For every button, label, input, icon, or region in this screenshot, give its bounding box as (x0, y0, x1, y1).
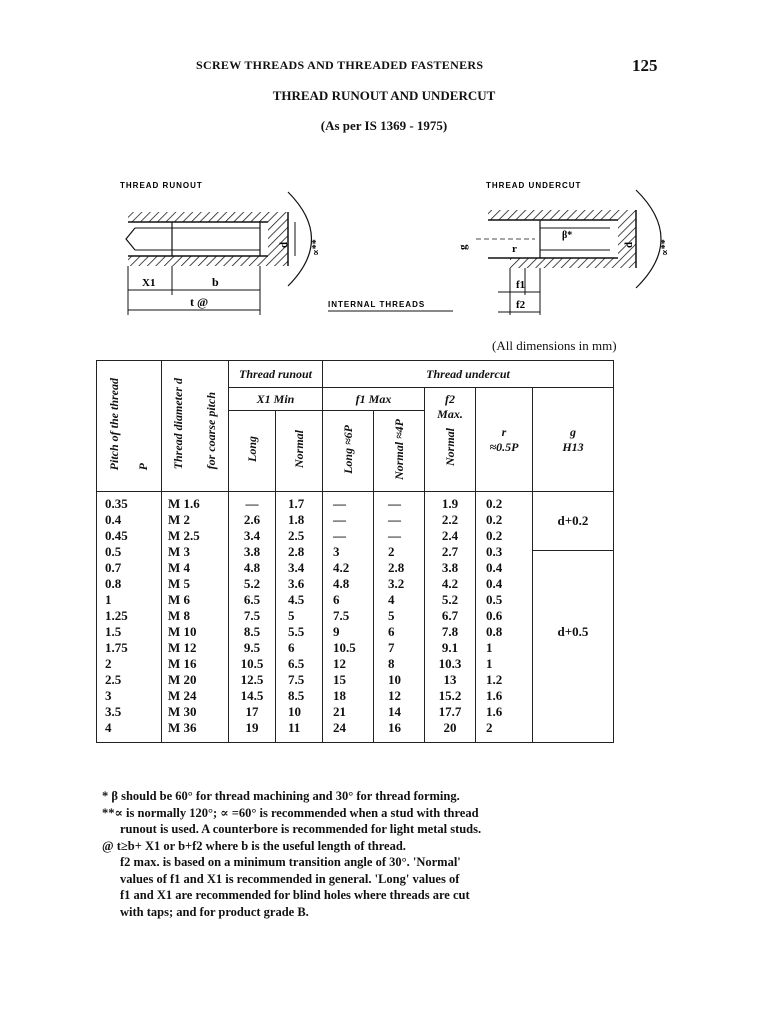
units-note: (All dimensions in mm) (492, 338, 617, 353)
table-cell: M 20 (168, 672, 197, 687)
table-cell: 3.5 (105, 704, 122, 719)
table-cell: 16 (388, 720, 401, 735)
table-cell: 3.8 (441, 560, 459, 575)
header-f2-sym: f2 (445, 392, 455, 406)
table-cell: 0.4 (486, 576, 503, 591)
table-cell: 10.5 (240, 656, 264, 671)
table-cell: 0.5 (105, 544, 122, 559)
table-cell: 0.6 (486, 608, 503, 623)
table-cell: 3.8 (243, 544, 261, 559)
table-cell: 4.5 (288, 592, 305, 607)
page-number: 125 (632, 56, 658, 75)
dim-g: g (457, 244, 469, 250)
header-g-sym: g (570, 424, 576, 439)
table-cell: 1 (486, 656, 493, 671)
g-value-large: d+0.5 (557, 624, 589, 639)
table-cell: 2.7 (441, 544, 459, 559)
table-cell: 1.25 (105, 608, 128, 623)
note-f2-4: with taps; and for product grade B. (120, 904, 309, 919)
header-x1: X1 Min (229, 388, 323, 411)
table-cell: 0.2 (486, 496, 503, 511)
note-t: @ t≥b+ X1 or b+f2 where b is the useful length of thread. (102, 838, 406, 853)
table-cell: 5.2 (243, 576, 261, 591)
dim-r: r (512, 243, 517, 255)
table-cell: 0.45 (105, 528, 128, 543)
table-cell: 2.2 (441, 512, 459, 527)
table-cell: 0.7 (105, 560, 122, 575)
dim-d-undercut: d (623, 241, 635, 248)
table-cell: 1 (486, 640, 493, 655)
table-cell: 14.5 (240, 688, 264, 703)
table-cell: M 12 (168, 640, 197, 655)
table-cell: M 2 (168, 512, 191, 527)
table-cell: M 5 (168, 576, 191, 591)
running-title: SCREW THREADS AND THREADED FASTENERS (196, 58, 484, 72)
dim-t: t @ (190, 295, 209, 309)
table-cell: 10 (288, 704, 301, 719)
table-cell: 15 (333, 672, 346, 687)
table-cell: 1.7 (288, 496, 305, 511)
table-cell: 8.5 (243, 624, 261, 639)
table-cell: 4 (388, 592, 395, 607)
table-cell: 8.5 (288, 688, 305, 703)
dim-x1: X1 (142, 277, 156, 289)
table-cell: 0.5 (486, 592, 503, 607)
table-cell: M 4 (168, 560, 191, 575)
table-cell: 9.1 (441, 640, 459, 655)
table-cell: 1.2 (486, 672, 503, 687)
header-f1-long-label: Long ≈6P (340, 424, 355, 474)
table-cell: 12.5 (240, 672, 264, 687)
note-alpha-2: runout is used. A counterbore is recommended for light metal studs. (120, 822, 482, 836)
table-cell: 1.5 (105, 624, 122, 639)
table-cell: 5 (288, 608, 295, 623)
table-cell: 3.6 (288, 576, 305, 591)
header-runout-group: Thread runout (229, 361, 323, 388)
table-cell: 3.4 (288, 560, 305, 575)
table-cell: — (245, 496, 259, 511)
table-cell: M 10 (168, 624, 197, 639)
table-cell: 2.4 (441, 528, 459, 543)
table-cell: 10.3 (438, 656, 462, 671)
col-pitch (97, 492, 162, 743)
table-cell: 9 (333, 624, 340, 639)
header-r-sym: r (501, 424, 507, 439)
table-cell: 14 (388, 704, 401, 719)
table-cell: — (388, 512, 401, 527)
table-cell: 10 (388, 672, 401, 687)
table-cell: M 6 (168, 592, 191, 607)
header-r (476, 388, 533, 492)
table-cell: 0.3 (486, 544, 503, 559)
table-cell: M 30 (168, 704, 197, 719)
table-cell: 0.8 (105, 576, 122, 591)
table-cell: — (333, 496, 346, 511)
undercut-figure (457, 190, 671, 315)
table-cell: 2.5 (105, 672, 122, 687)
table-cell: 8 (388, 656, 395, 671)
table-cell: 6.5 (243, 592, 261, 607)
col-f1-normal (374, 492, 425, 743)
header-diameter (162, 361, 229, 492)
table-cell: 2.8 (288, 544, 305, 559)
table-cell: 20 (443, 720, 457, 735)
table-cell: 3 (105, 688, 112, 703)
table-cell: 2 (388, 544, 395, 559)
table-cell: 7.5 (288, 672, 305, 687)
header-pitch-label: Pitch of the thread (107, 377, 122, 471)
header-f1-long (323, 411, 374, 492)
table-cell: 4.8 (243, 560, 261, 575)
header-undercut-group: Thread undercut (323, 361, 614, 388)
table-cell: 1.75 (105, 640, 128, 655)
header-pitch (97, 361, 162, 492)
note-f2-3: f1 and X1 are recommended for blind holes where threads are cut (120, 888, 470, 902)
table-cell: 2 (105, 656, 112, 671)
header-g-val: H13 (562, 439, 584, 454)
dim-alpha-undercut: ∝** (660, 239, 671, 256)
table-cell: 7.5 (333, 608, 350, 623)
col-g (533, 492, 614, 743)
table-cell: 2.6 (243, 512, 261, 527)
note-f2-2: values of f1 and X1 is recommended in general. 'Long' values of (120, 871, 460, 886)
table-cell: 5.2 (441, 592, 459, 607)
header-x1-long-label: Long (244, 435, 259, 462)
table-cell: M 36 (168, 720, 197, 735)
col-f1-long (323, 492, 374, 743)
table-cell: 19 (245, 720, 259, 735)
table-cell: 1.6 (486, 704, 503, 719)
table-cell: 0.4 (105, 512, 122, 527)
page-title: THREAD RUNOUT AND UNDERCUT (272, 88, 496, 103)
dim-f2: f2 (516, 299, 526, 311)
table-cell: 1.9 (441, 496, 459, 511)
table-cell: 1.6 (486, 688, 503, 703)
table-cell: — (333, 528, 346, 543)
header-f2-max: Max. (437, 407, 463, 421)
col-x1-long (229, 492, 276, 743)
dim-beta: β* (562, 230, 573, 241)
header-f1-normal (374, 411, 425, 492)
header-x1-normal (276, 411, 323, 492)
header-diameter-label: Thread diameter d (171, 378, 186, 470)
header-diameter-sub: for coarse pitch (203, 392, 218, 470)
table-cell: 6.7 (441, 608, 459, 623)
table-cell: 5 (388, 608, 395, 623)
table-cell: 11 (288, 720, 301, 735)
internal-threads-label: INTERNAL THREADS (328, 300, 426, 309)
col-r (476, 492, 533, 743)
table-cell: 10.5 (333, 640, 356, 655)
col-x1-normal (276, 492, 323, 743)
table-cell: 4.2 (441, 576, 459, 591)
header-f1-normal-label: Normal ≈4P (391, 418, 406, 480)
header-x1-normal-label: Normal (291, 429, 306, 468)
table-body-row (97, 492, 614, 743)
table-cell: M 2.5 (168, 528, 200, 543)
runout-figure (126, 192, 322, 315)
table-cell: 13 (443, 672, 457, 687)
table-cell: M 8 (168, 608, 191, 623)
header-x1-long (229, 411, 276, 492)
undercut-label: THREAD UNDERCUT (486, 181, 582, 190)
header-f1: f1 Max (323, 388, 425, 411)
table-cell: — (333, 512, 346, 527)
table-cell: 6.5 (288, 656, 305, 671)
table-cell: 3 (333, 544, 340, 559)
table-cell: M 1.6 (168, 496, 200, 511)
table-cell: 0.2 (486, 512, 503, 527)
footnotes (102, 788, 642, 920)
table-cell: 7.8 (441, 624, 459, 639)
table-cell: 2.8 (388, 560, 405, 575)
runout-label: THREAD RUNOUT (120, 181, 203, 190)
dim-alpha-runout: ∝** (311, 239, 322, 256)
table-cell: 21 (333, 704, 346, 719)
table-cell: 3.2 (388, 576, 405, 591)
g-group-large (533, 551, 613, 713)
table-cell: 0.35 (105, 496, 128, 511)
table-cell: M 24 (168, 688, 197, 703)
note-f2-1: f2 max. is based on a minimum transition angle of 30°. 'Normal' (120, 855, 461, 869)
header-g (533, 388, 614, 492)
header-pitch-sym: P (135, 462, 150, 471)
dim-b: b (212, 275, 219, 289)
table-cell: M 16 (168, 656, 197, 671)
table-cell: 6 (288, 640, 295, 655)
table-cell: 18 (333, 688, 346, 703)
table-cell: 7 (388, 640, 395, 655)
header-r-val: ≈0.5P (489, 439, 519, 454)
table-cell: 4 (105, 720, 112, 735)
table-cell: 17.7 (438, 704, 462, 719)
table-cell: 0.2 (486, 528, 503, 543)
col-f2-normal (425, 492, 476, 743)
table-cell: M 3 (168, 544, 191, 559)
table-cell: 1.8 (288, 512, 305, 527)
note-beta: * β should be 60° for thread machining and 30° for thread forming. (102, 789, 460, 803)
header-f2 (425, 388, 476, 492)
spec-table (96, 360, 614, 743)
table-cell: 2.5 (288, 528, 305, 543)
dim-d-runout: d (278, 241, 290, 248)
table-cell: 24 (333, 720, 346, 735)
note-alpha-1: **∝ is normally 120°; ∝ =60° is recommended when a stud with thread (102, 805, 479, 820)
table-cell: — (388, 496, 401, 511)
thread-diagrams (90, 170, 690, 330)
table-cell: 15.2 (438, 688, 462, 703)
table-cell: — (388, 528, 401, 543)
g-group-small (533, 492, 613, 551)
table-cell: 2 (486, 720, 493, 735)
table-cell: 17 (245, 704, 259, 719)
table-cell: 4.8 (333, 576, 350, 591)
table-cell: 9.5 (243, 640, 261, 655)
table-cell: 0.8 (486, 624, 503, 639)
table-cell: 6 (333, 592, 340, 607)
dim-f1: f1 (516, 279, 526, 291)
table-cell: 12 (333, 656, 346, 671)
table-cell: 6 (388, 624, 395, 639)
table-cell: 7.5 (243, 608, 261, 623)
table-cell: 4.2 (333, 560, 350, 575)
header-f2-normal: Normal (442, 428, 457, 467)
table-cell: 5.5 (288, 624, 305, 639)
table-cell: 3.4 (243, 528, 261, 543)
col-diameter (162, 492, 229, 743)
table-cell: 12 (388, 688, 401, 703)
g-value-small: d+0.2 (557, 513, 589, 528)
page-subtitle: (As per IS 1369 - 1975) (320, 118, 448, 133)
table-cell: 0.4 (486, 560, 503, 575)
table-cell: 1 (105, 592, 112, 607)
